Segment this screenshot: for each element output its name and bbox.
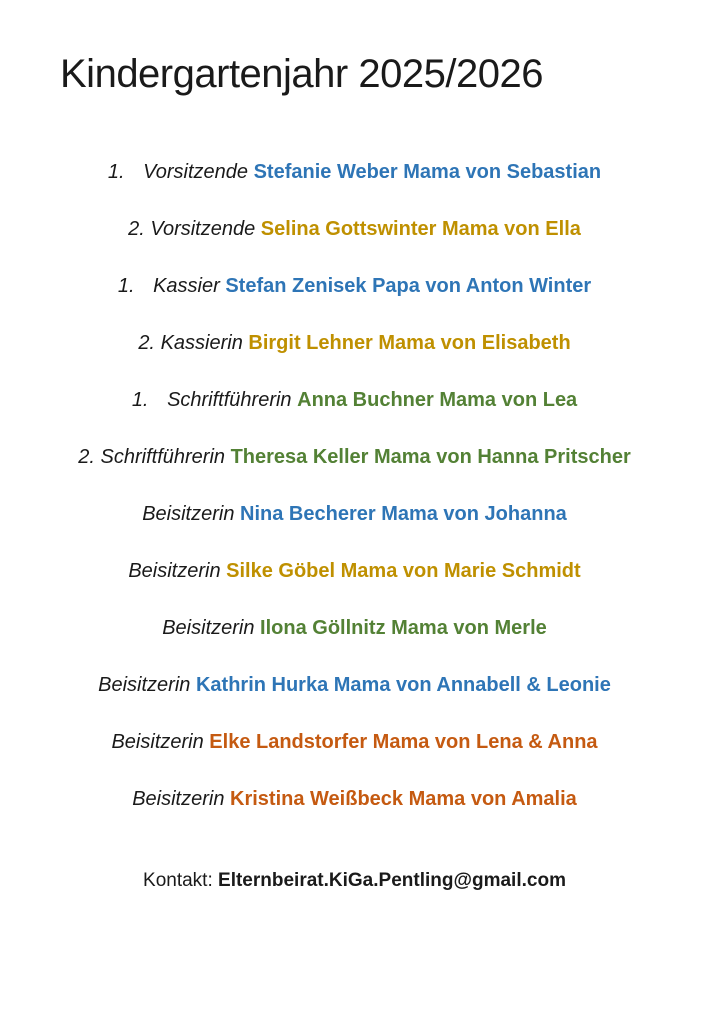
member-list	[57, 158, 653, 813]
member-role: Beisitzerin	[111, 731, 204, 753]
member-role: Beisitzerin	[162, 617, 255, 639]
member-row	[57, 329, 653, 357]
member-number: 1.	[107, 161, 125, 183]
contact-line	[0, 868, 709, 894]
member-name: Selina Gottswinter Mama von Ella	[260, 218, 581, 240]
member-row	[57, 785, 653, 813]
member-role: Beisitzerin	[142, 503, 235, 525]
member-name: Kristina Weißbeck Mama von Amalia	[230, 788, 577, 810]
member-name: Silke Göbel Mama von Marie Schmidt	[226, 560, 581, 582]
member-name: Stefanie Weber Mama von Sebastian	[253, 161, 602, 183]
contact-label: Kontakt:	[143, 870, 213, 891]
page-title: Kindergartenjahr 2025/2026	[60, 52, 543, 96]
member-name: Ilona Göllnitz Mama von Merle	[260, 617, 547, 639]
member-name: Anna Buchner Mama von Lea	[297, 389, 578, 411]
member-name: Theresa Keller Mama von Hanna Pritscher	[230, 446, 631, 468]
member-number: 1.	[131, 389, 149, 411]
member-name: Kathrin Hurka Mama von Annabell & Leonie	[195, 674, 611, 696]
member-name: Nina Becherer Mama von Johanna	[240, 503, 567, 525]
member-role: Vorsitzende	[150, 218, 256, 240]
member-row	[57, 272, 653, 300]
member-role: Kassier	[153, 275, 220, 297]
member-number: 1.	[117, 275, 135, 297]
member-row	[57, 443, 653, 471]
member-row	[57, 158, 653, 186]
member-name: Stefan Zenisek Papa von Anton Winter	[225, 275, 592, 297]
member-number: 2.	[138, 332, 155, 354]
contact-email: Elternbeirat.KiGa.Pentling@gmail.com	[218, 870, 566, 891]
member-role: Beisitzerin	[98, 674, 191, 696]
member-role: Schriftführerin	[167, 389, 292, 411]
member-row	[57, 728, 653, 756]
member-name: Elke Landstorfer Mama von Lena & Anna	[209, 731, 598, 753]
member-row	[57, 386, 653, 414]
member-number: 2.	[128, 218, 145, 240]
member-row	[57, 614, 653, 642]
member-name: Birgit Lehner Mama von Elisabeth	[248, 332, 571, 354]
member-row	[57, 557, 653, 585]
member-row	[57, 215, 653, 243]
member-row	[57, 500, 653, 528]
member-role: Vorsitzende	[143, 161, 249, 183]
member-role: Beisitzerin	[128, 560, 221, 582]
member-number: 2.	[78, 446, 95, 468]
member-role: Schriftführerin	[100, 446, 226, 468]
member-row	[57, 671, 653, 699]
member-role: Beisitzerin	[132, 788, 225, 810]
member-role: Kassierin	[160, 332, 243, 354]
